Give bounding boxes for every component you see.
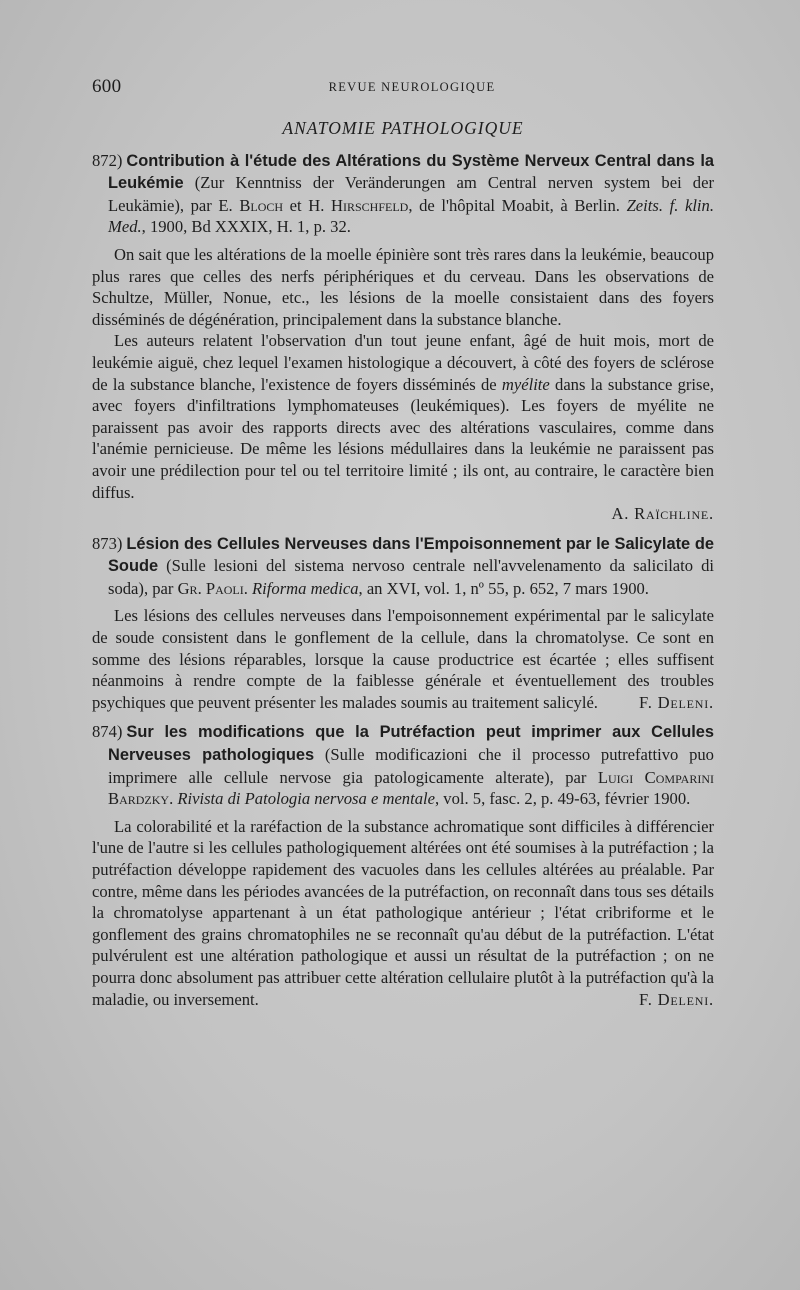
entry-874 (92, 721, 714, 1018)
body-paragraph (92, 605, 714, 713)
entry-873 (92, 533, 714, 722)
body-paragraph (92, 330, 714, 503)
entry-872 (92, 150, 714, 525)
citation-text: , vol. 5, fasc. 2, p. 49-63, février 1900. (435, 789, 691, 809)
paragraph-text: La colorabilité et la raréfaction de la substance achromatique sont difficiles à différencier l'une de l'autre si les cellules pathologiquement altérées ont été soumises à la putréfaction ; la putréfaction développe rapidement des vacuoles dans les cellules altérées au préalable. Par contre, même dans les périodes avancées de la putréfaction, on reconnaît dans tous ses détails la chromatolyse appartenant à un état pathologique antérieur ; l'état cribriforme et le gonflement des grains chromatophiles ne se reconnaît qu'au début de la putréfaction. L'état pulvérulent est une altération pathologique et aussi un résultat de la putréfaction ; on ne pourra donc absolument pas attribuer cette altération cellulaire plutôt à la putréfaction qu'à la maladie, ou inversement. (92, 816, 714, 1009)
entry-873-citation (92, 533, 714, 600)
journal-name: Rivista di Patologia nervosa e mentale (177, 789, 435, 809)
citation-text: , an XVI, vol. 1, nº 55, p. 652, 7 mars 1900. (358, 578, 649, 598)
signature: F. Deleni. (639, 989, 714, 1009)
citation-text: , de l'hôpital Moabit, à Berlin. (408, 195, 627, 215)
journal-name: Zeits. f. klin. Med. (108, 195, 714, 237)
entry-number: 874) (92, 722, 123, 742)
entry-title: Contribution à l'étude des Altérations du Système Nerveux Central dans la Leukémie (108, 151, 714, 193)
signature: F. Deleni. (639, 692, 714, 712)
citation-text: (Sulle modificazioni che il processo putrefattivo puo imprimere alle cellule nervose gia patologicamente alterate), par (108, 745, 714, 787)
paragraph-text: Les lésions des cellules nerveuses dans l'empoisonnement expérimental par le salicylate de soude consistent dans le gonflement de la cellule, dans la chromatolyse. Ce sont en somme des lésions réparables, lorsque la cause productrice est écartée ; elles suffisent néanmoins à rendre compte de la faiblesse générale et éventuellement des troubles psychiques que peuvent présenter les malades soumis au traitement salicylé. (92, 606, 714, 712)
citation-text: , 1900, Bd XXXIX, H. 1, p. 32. (141, 217, 351, 237)
body-paragraph: On sait que les altérations de la moelle épinière sont très rares dans la leukémie, beaucoup plus rares que celles des nerfs périphériques et du cerveau. Dans les observations de Schultze, Müller, Nonue, etc., les lésions de la moelle consistaient dans des foyers disséminés de dégénération, principalement dans la substance blanche. (92, 244, 714, 329)
section-heading: ANATOMIE PATHOLOGIQUE (282, 118, 524, 138)
citation-text: . (169, 789, 178, 809)
author-name: Gr. Paoli (177, 578, 244, 598)
author-name: Bloch (239, 195, 284, 215)
citation-text: . (243, 578, 253, 598)
entry-number: 873) (92, 533, 123, 553)
running-head (92, 76, 732, 98)
page-number: 600 (92, 76, 122, 97)
emphasis-term: myélite (501, 374, 550, 394)
journal-name: Riforma medica (252, 578, 359, 598)
author-name: Hirschfeld (331, 195, 409, 215)
signature: A. Raïchline. (611, 504, 714, 524)
paragraph-text: Les auteurs relatent l'observation d'un tout jeune enfant, âgé de huit mois, mort de leukémie aiguë, chez lequel l'examen histologique a découvert, à côté des foyers de sclérose de la substance blanche, l'existence de foyers disséminés de (92, 331, 714, 394)
entry-number: 872) (92, 150, 123, 170)
journal-title: REVUE NEUROLOGIQUE (328, 80, 496, 94)
citation-text: (Zur Kenntniss der Veränderungen am Central nerven system bei der Leukämie), par E. (108, 173, 714, 215)
entry-874-citation (92, 721, 714, 809)
author-name: Luigi Comparini Bardzky (108, 767, 714, 809)
paragraph-text: dans la substance grise, avec foyers d'infiltrations lymphomateuses (leukémiques). Les foyers de myélite ne paraissent pas avoir des rapports directs avec des altérations vasculaires, comme dans l'anémie pernicieuse. De même les lésions médullaires dans la leukémie ne paraissent pas avoir une prédilection pour tel ou tel territoire limité ; ils ont, au contraire, le caractère bien diffus. (92, 374, 715, 502)
entry-title: Sur les modifications que la Putréfaction peut imprimer aux Cellules Nerveuses pathologiques (108, 723, 714, 765)
citation-text: et H. (283, 195, 331, 215)
entry-title: Lésion des Cellules Nerveuses dans l'Empoisonnement par le Salicylate de Soude (108, 534, 714, 576)
body-paragraph (92, 816, 714, 1010)
citation-text: (Sulle lesioni del sistema nervoso centrale nell'avvelenamento da salicilato di soda), par (108, 556, 714, 598)
entry-872-citation (92, 150, 714, 238)
page-content (92, 118, 714, 1018)
